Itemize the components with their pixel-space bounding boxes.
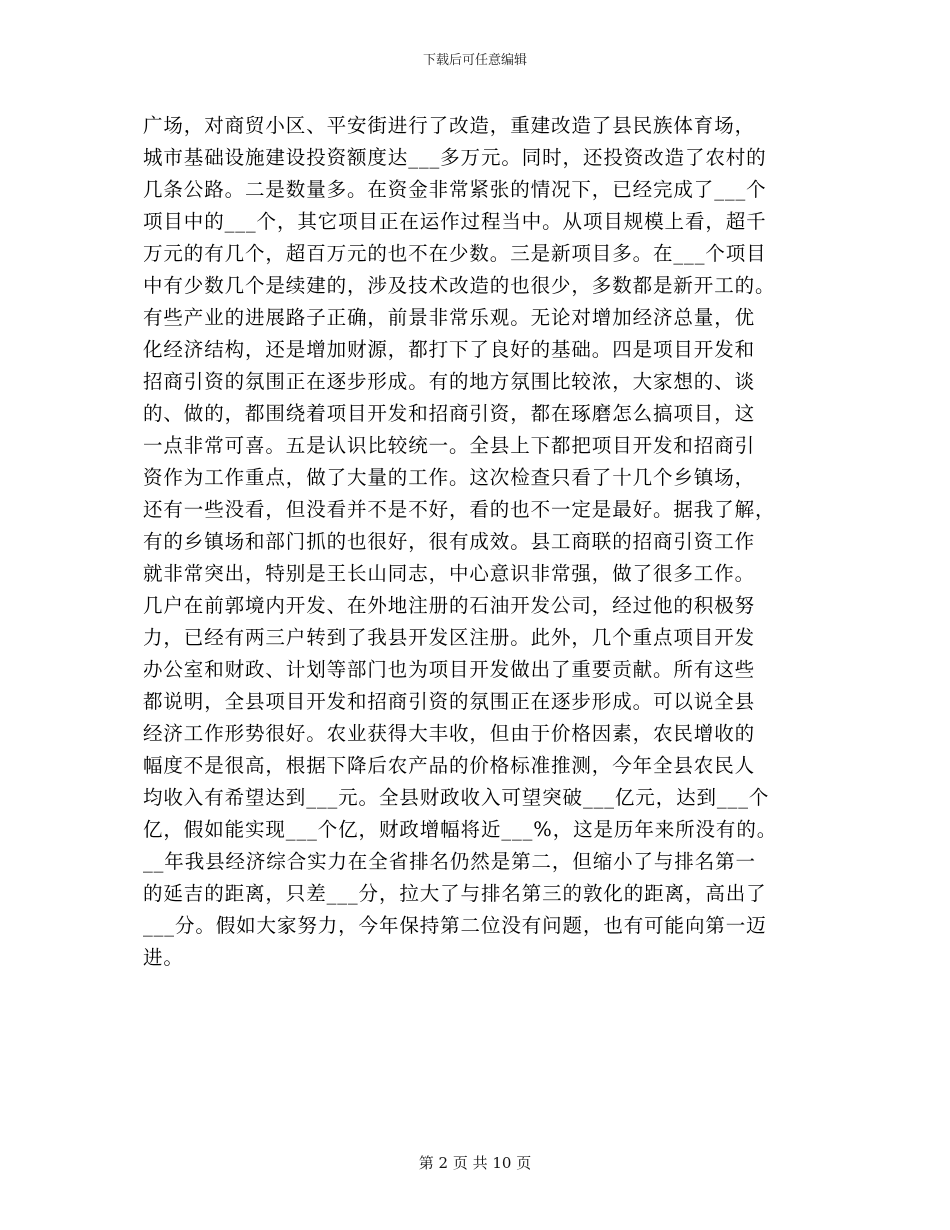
text-line: 亿，假如能实现___个亿，财政增幅将近___%，这是历年来所没有的。: [143, 818, 778, 841]
text-line: 一点非常可喜。五是认识比较统一。全县上下都把项目开发和招商引: [143, 434, 756, 457]
text-line: 招商引资的氛围正在逐步形成。有的地方氛围比较浓，大家想的、谈: [143, 370, 756, 393]
text-line: 万元的有几个，超百万元的也不在少数。三是新项目多。在___个项目: [143, 242, 767, 265]
document-body: [143, 110, 813, 974]
text-line: ___分。假如大家努力，今年保持第二位没有问题，也有可能向第一迈: [143, 914, 767, 937]
text-line: 化经济结构，还是增加财源，都打下了良好的基础。四是项目开发和: [143, 338, 756, 361]
text-line: 幅度不是很高，根据下降后农产品的价格标准推测，今年全县农民人: [143, 754, 756, 777]
text-line: 进。: [143, 946, 184, 969]
text-line: 资作为工作重点，做了大量的工作。这次检查只看了十几个乡镇场，: [143, 466, 756, 489]
text-line: 有些产业的进展路子正确，前景非常乐观。无论对增加经济总量，优: [143, 306, 756, 329]
text-line: 就非常突出，特别是王长山同志，中心意识非常强，做了很多工作。: [143, 562, 756, 585]
text-line: 几户在前郭境内开发、在外地注册的石油开发公司，经过他的积极努: [143, 594, 756, 617]
text-line: 几条公路。二是数量多。在资金非常紧张的情况下，已经完成了___个: [143, 178, 767, 201]
text-line: __年我县经济综合实力在全省排名仍然是第二，但缩小了与排名第一: [143, 850, 756, 873]
text-line: 办公室和财政、计划等部门也为项目开发做出了重要贡献。所有这些: [143, 658, 756, 681]
text-line: 城市基础设施建设投资额度达___多万元。同时，还投资改造了农村的: [143, 146, 767, 169]
text-line: 项目中的___个，其它项目正在运作过程当中。从项目规模上看，超千: [143, 210, 767, 233]
text-line: 中有少数几个是续建的，涉及技术改造的也很少，多数都是新开工的。: [143, 274, 776, 297]
text-line: 均收入有希望达到___元。全县财政收入可望突破___亿元，达到___个: [143, 786, 770, 809]
text-line: 广场，对商贸小区、平安街进行了改造，重建改造了县民族体育场，: [143, 114, 756, 137]
text-line: 力，已经有两三户转到了我县开发区注册。此外，几个重点项目开发: [143, 626, 756, 649]
text-line: 经济工作形势很好。农业获得大丰收，但由于价格因素，农民增收的: [143, 722, 756, 745]
text-line: 有的乡镇场和部门抓的也很好，很有成效。县工商联的招商引资工作: [143, 530, 756, 553]
page-number: 第 2 页 共 10 页: [418, 1154, 532, 1172]
text-line: 还有一些没看，但没看并不是不好，看的也不一定是最好。据我了解，: [143, 498, 776, 521]
text-line: 都说明，全县项目开发和招商引资的氛围正在逐步形成。可以说全县: [143, 690, 756, 713]
text-line: 的、做的，都围绕着项目开发和招商引资，都在琢磨怎么搞项目，这: [143, 402, 756, 425]
page-header-note: 下载后可任意编辑: [422, 53, 527, 68]
text-line: 的延吉的距离，只差___分，拉大了与排名第三的敦化的距离，高出了: [143, 882, 767, 905]
